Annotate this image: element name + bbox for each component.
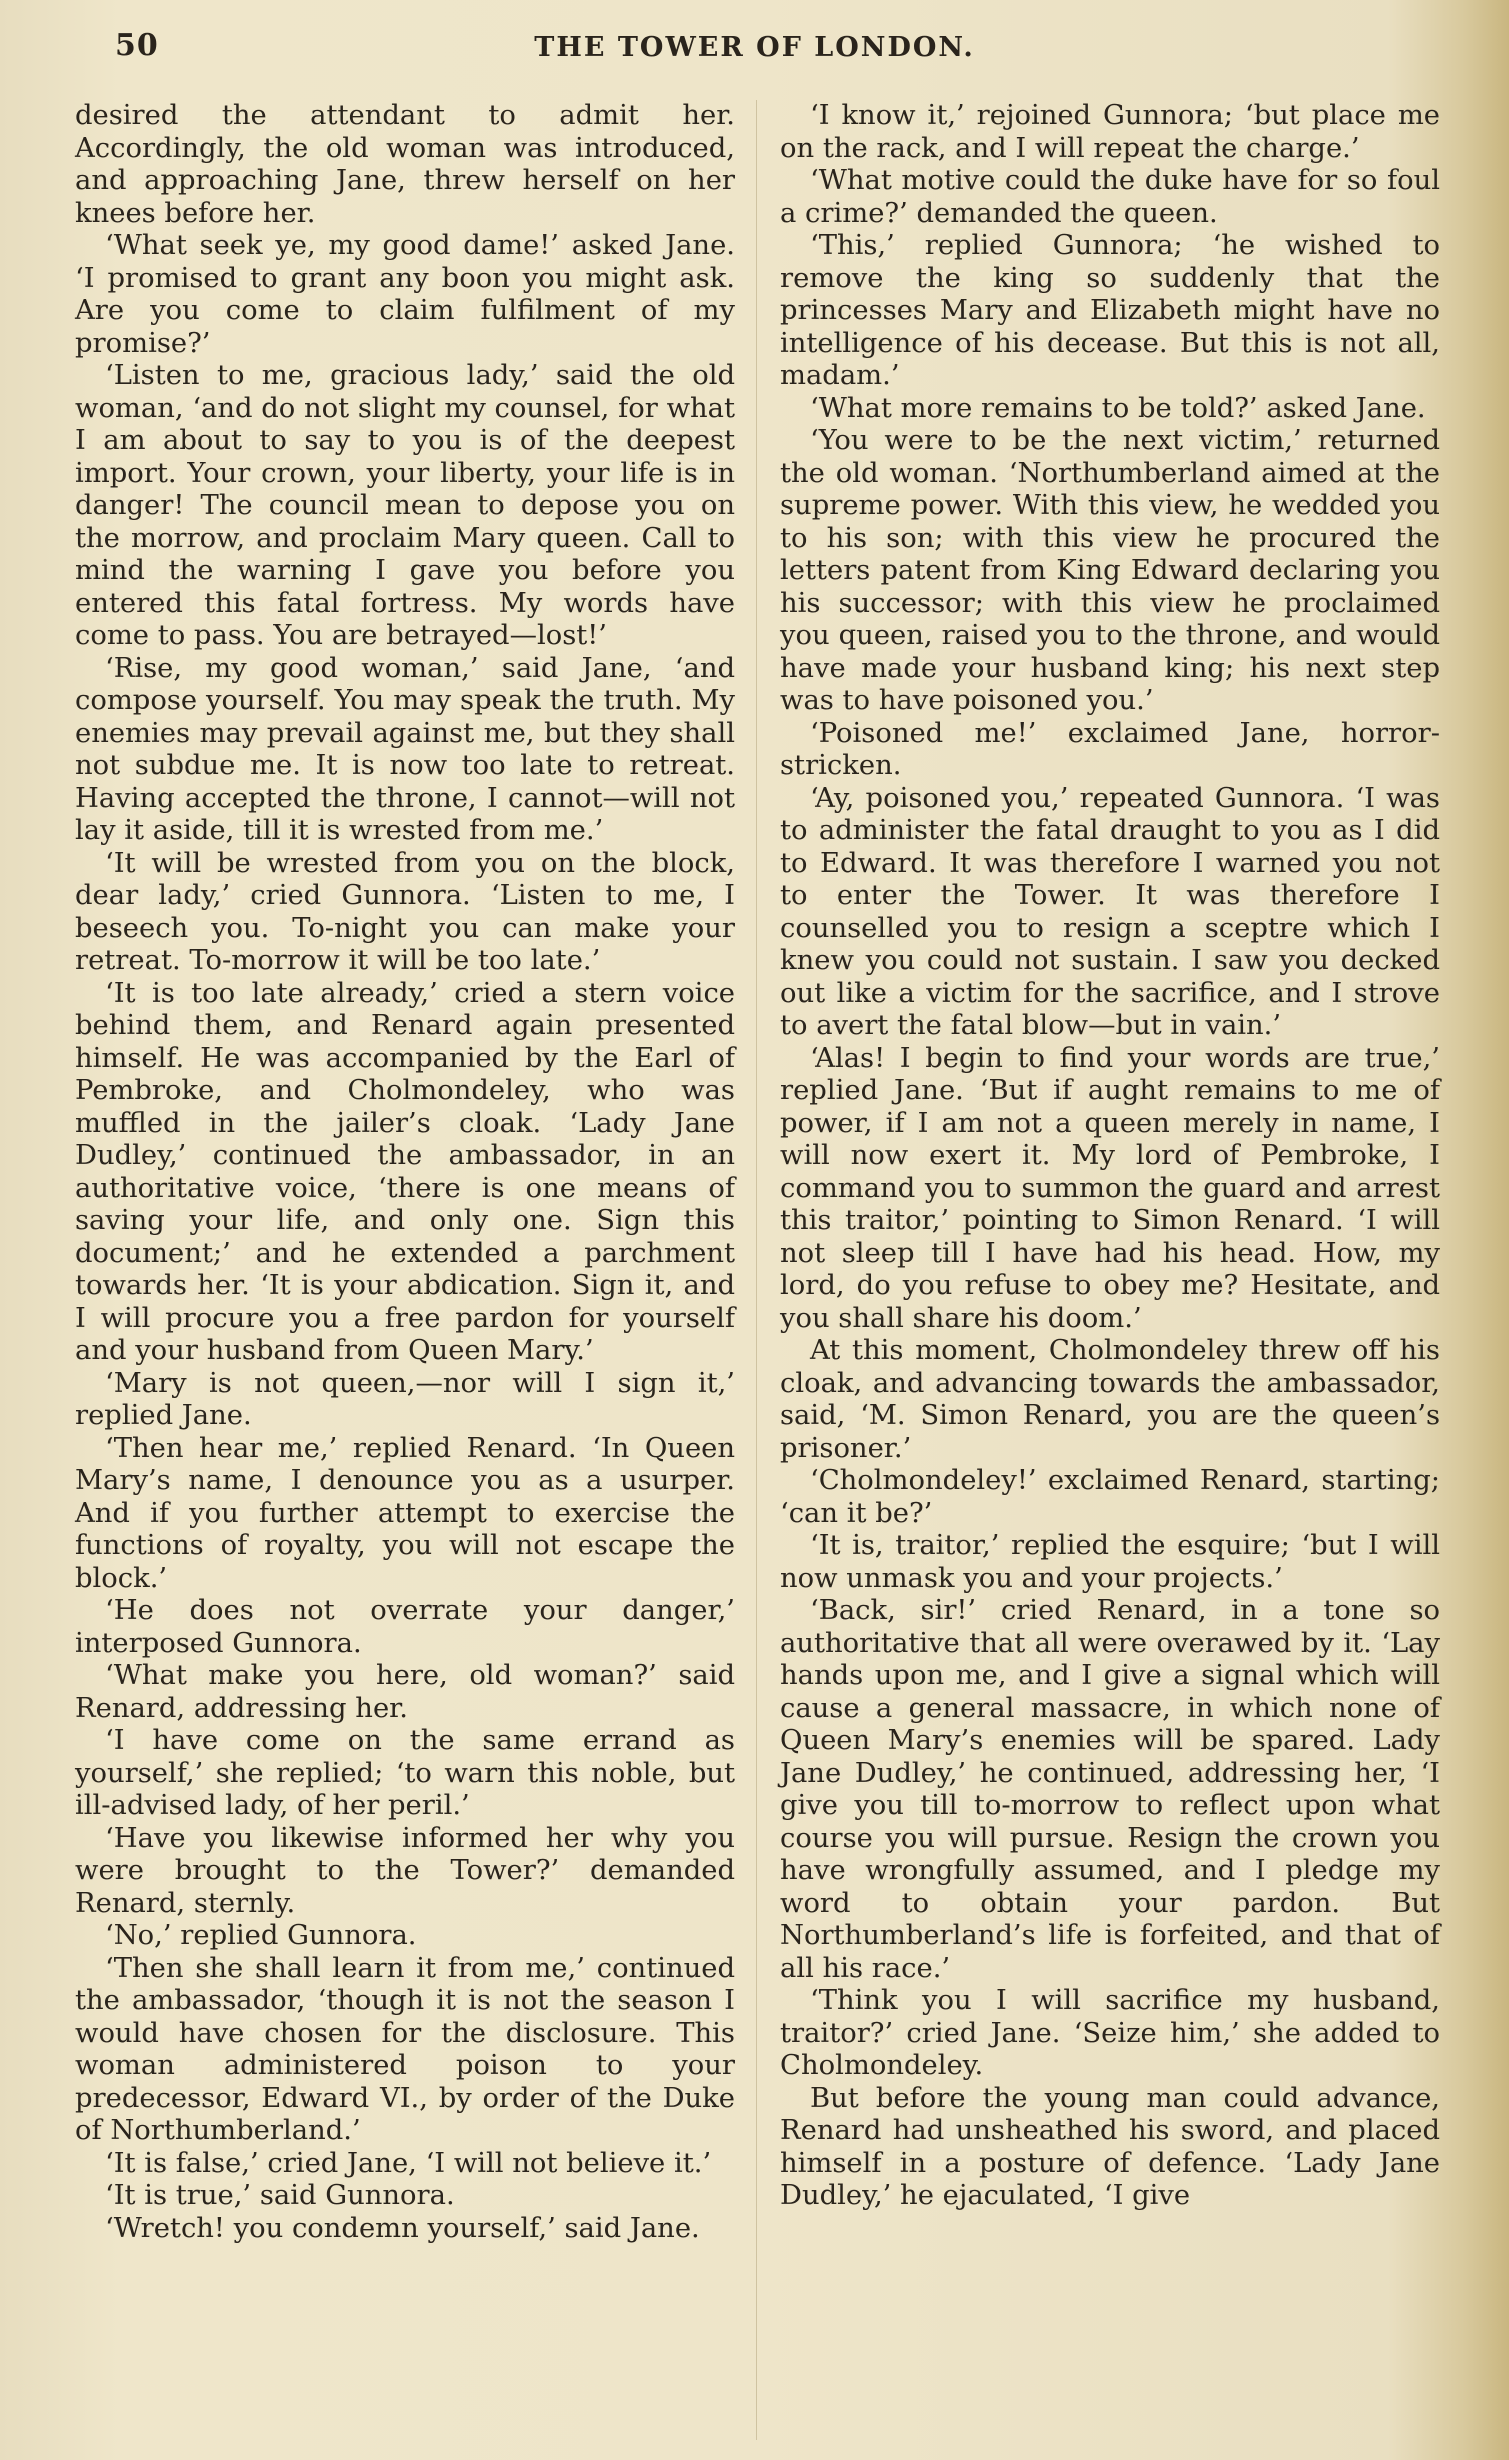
paragraph: desired the attendant to admit her. Accordingly, the old woman was introduced, and approaching Jane, threw herself on her knees before her. xyxy=(75,100,735,229)
paragraph: ‘Mary is not queen,—nor will I sign it,’ replied Jane. xyxy=(75,1367,735,1431)
page-number: 50 xyxy=(115,28,159,63)
page-header xyxy=(75,28,1434,76)
paragraph: ‘Alas! I begin to find your words are true,’ replied Jane. ‘But if aught remains to me of power, if I am not a queen merely in name, I will now exert it. My lord of Pembroke, I command you to summon the guard and arrest this traitor,’ pointing to Simon Renard. ‘I will not sleep till I have had his head. How, my lord, do you refuse to obey me? Hesitate, and you shall share his doom.’ xyxy=(780,1042,1440,1334)
paragraph: ‘Listen to me, gracious lady,’ said the old woman, ‘and do not slight my counsel, for what I am about to say to you is of the deepest import. Your crown, your liberty, your life is in danger! The council mean to depose you on the morrow, and proclaim Mary queen. Call to mind the warning I gave you before you entered this fatal fortress. My words have come to pass. You are betrayed—lost!’ xyxy=(75,360,735,651)
paragraph: ‘Cholmondeley!’ exclaimed Renard, starting; ‘can it be?’ xyxy=(780,1465,1440,1529)
paragraph: ‘This,’ replied Gunnora; ‘he wished to remove the king so suddenly that the princesses Mary and Elizabeth might have no intelligence of his decease. But this is not all, madam.’ xyxy=(780,230,1440,391)
paragraph: ‘Ay, poisoned you,’ repeated Gunnora. ‘I was to administer the fatal draught to you as I did to Edward. It was therefore I warned you not to enter the Tower. It was therefore I counselled you to resign a sceptre which I knew you could not sustain. I saw you decked out like a victim for the sacrifice, and I strove to avert the fatal blow—but in vain.’ xyxy=(780,782,1440,1041)
paragraph: ‘Poisoned me!’ exclaimed Jane, horror-stricken. xyxy=(780,717,1440,781)
paragraph: ‘I have come on the same errand as yourself,’ she replied; ‘to warn this noble, but ill-advised lady, of her peril.’ xyxy=(75,1725,735,1821)
paragraph: ‘Then she shall learn it from me,’ continued the ambassador, ‘though it is not the season I would have chosen for the disclosure. This woman administered poison to your predecessor, Edward VI., by order of the Duke of Northumberland.’ xyxy=(75,1952,735,2146)
running-title: THE TOWER OF LONDON. xyxy=(534,32,975,63)
paragraph: ‘Back, sir!’ cried Renard, in a tone so authoritative that all were overawed by it. ‘Lay hands upon me, and I give a signal which will cause a general massacre, in which none of Queen Mary’s enemies will be spared. Lady Jane Dudley,’ he continued, addressing her, ‘I give you till to-morrow to reflect upon what course you will pursue. Resign the crown you have wrongfully assumed, and I pledge my word to obtain your pardon. But Northumberland’s life is forfeited, and that of all his race.’ xyxy=(780,1595,1440,1984)
paragraph: ‘You were to be the next victim,’ returned the old woman. ‘Northumberland aimed at the supreme power. With this view, he wedded you to his son; with this view he procured the letters patent from King Edward declaring you his successor; with this view he proclaimed you queen, raised you to the throne, and would have made your husband king; his next step was to have poisoned you.’ xyxy=(780,425,1440,716)
paragraph: ‘No,’ replied Gunnora. xyxy=(105,1920,417,1951)
left-column xyxy=(75,100,735,2245)
paragraph: ‘I know it,’ rejoined Gunnora; ‘but place me on the rack, and I will repeat the charge.’ xyxy=(780,100,1440,164)
paragraph: ‘He does not overrate your danger,’ interposed Gunnora. xyxy=(75,1595,735,1659)
paragraph: ‘What more remains to be told?’ asked Jane. xyxy=(810,392,1426,424)
paragraph: ‘Then hear me,’ replied Renard. ‘In Queen Mary’s name, I denounce you as a usurper. And if you further attempt to exercise the functions of royalty, you will not escape the block.’ xyxy=(75,1432,735,1594)
paragraph: ‘What motive could the duke have for so foul a crime?’ demanded the queen. xyxy=(780,165,1440,229)
paragraph: ‘It is, traitor,’ replied the esquire; ‘but I will now unmask you and your projects.’ xyxy=(780,1530,1440,1594)
paragraph: At this moment, Cholmondeley threw off his cloak, and advancing towards the ambassador, said, ‘M. Simon Renard, you are the queen’s prisoner.’ xyxy=(780,1335,1440,1464)
paragraph: ‘It is true,’ said Gunnora. xyxy=(105,2180,455,2211)
paragraph: ‘Wretch! you condemn yourself,’ said Jane. xyxy=(105,2212,700,2244)
paragraph: But before the young man could advance, Renard had unsheathed his sword, and placed himself in a posture of defence. ‘Lady Jane Dudley,’ he ejaculated, ‘I give xyxy=(780,2082,1440,2211)
paragraph: ‘Think you I will sacrifice my husband, traitor?’ cried Jane. ‘Seize him,’ she added to Cholmondeley. xyxy=(780,1985,1440,2081)
column-divider xyxy=(756,100,757,2440)
paragraph: ‘It will be wrested from you on the block, dear lady,’ cried Gunnora. ‘Listen to me, I beseech you. To-night you can make your retreat. To-morrow it will be too late.’ xyxy=(75,847,735,976)
paragraph: ‘It is too late already,’ cried a stern voice behind them, and Renard again presented himself. He was accompanied by the Earl of Pembroke, and Cholmondeley, who was muffled in the jailer’s cloak. ‘Lady Jane Dudley,’ continued the ambassador, in an authoritative voice, ‘there is one means of saving your life, and only one. Sign this document;’ and he extended a parchment towards her. ‘It is your abdication. Sign it, and I will procure you a free pardon for yourself and your husband from Queen Mary.’ xyxy=(75,977,735,1366)
paragraph: ‘Rise, my good woman,’ said Jane, ‘and compose yourself. You may speak the truth. My enemies may prevail against me, but they shall not subdue me. It is now too late to retreat. Having accepted the throne, I cannot—will not lay it aside, till it is wrested from me.’ xyxy=(75,652,735,846)
paragraph: ‘It is false,’ cried Jane, ‘I will not believe it.’ xyxy=(105,2147,712,2179)
paragraph: ‘Have you likewise informed her why you were brought to the Tower?’ demanded Renard, sternly. xyxy=(75,1822,735,1919)
paragraph: ‘What seek ye, my good dame!’ asked Jane. ‘I promised to grant any boon you might ask. Are you come to claim fulfilment of my promise?’ xyxy=(75,230,735,359)
right-column xyxy=(780,100,1440,2213)
paragraph: ‘What make you here, old woman?’ said Renard, addressing her. xyxy=(75,1660,735,1724)
